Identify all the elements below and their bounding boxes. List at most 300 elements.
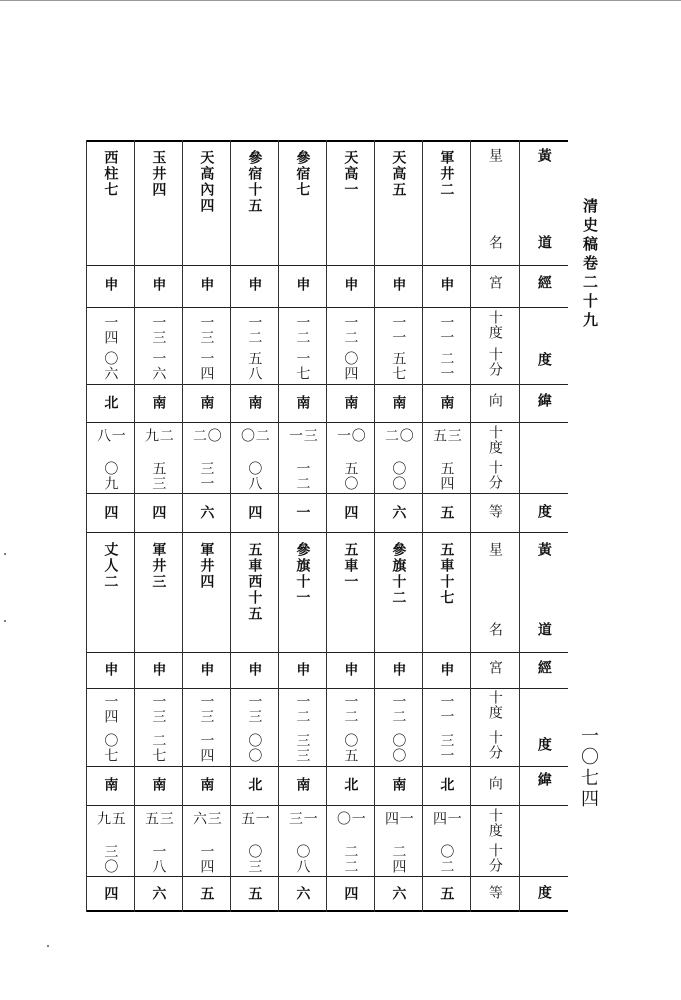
star-lat_deg-cell <box>86 811 134 840</box>
star-name-cell <box>134 542 182 652</box>
star-lat_min-cell-text: 一二 <box>294 461 311 491</box>
star-lat_deg-cell-text: 〇二 <box>191 428 222 443</box>
star-gong-cell-text: 申 <box>198 277 215 292</box>
star-gong-cell-text: 申 <box>390 277 407 292</box>
label-cell-text: 等 <box>486 885 503 900</box>
star-name-cell <box>374 150 422 265</box>
star-deg-cell-text: 一二 <box>246 315 263 345</box>
star-lat_min-cell-text: 一八 <box>150 844 167 874</box>
header-cell <box>519 772 568 802</box>
star-min-cell-text: 〇七 <box>102 733 119 763</box>
star-deg-cell <box>278 315 326 345</box>
star-gong-cell <box>134 662 182 688</box>
label-cell <box>470 843 519 879</box>
star-name-cell-text: 天高五 <box>390 150 407 198</box>
star-min-cell-text: 一六 <box>150 351 167 381</box>
label-cell <box>470 542 519 572</box>
star-lat_deg-cell-text: 一〇 <box>335 811 366 826</box>
star-gong-cell <box>230 277 278 307</box>
header-cell-text: 經 <box>535 660 552 675</box>
star-gong-cell <box>278 277 326 307</box>
star-name-cell <box>182 542 230 652</box>
star-name-cell-text: 軍井三 <box>150 542 167 590</box>
star-lat_deg-cell-text: 一八 <box>95 428 126 443</box>
star-dir-cell-text: 北 <box>438 777 455 792</box>
star-deg-cell <box>374 315 422 345</box>
star-name-cell-text: 軍井四 <box>198 542 215 590</box>
star-lat_min-cell-text: 三一 <box>198 461 215 491</box>
star-dir-cell <box>326 395 374 422</box>
star-name-cell <box>278 542 326 652</box>
star-lat_min-cell <box>278 461 326 493</box>
star-lat_min-cell <box>374 461 422 493</box>
star-name-cell-text: 西柱七 <box>102 150 119 198</box>
star-gong-cell-text: 申 <box>246 277 263 292</box>
star-min-cell-text: 二七 <box>150 733 167 763</box>
star-min-cell <box>278 351 326 384</box>
star-name-cell-text: 參宿七 <box>294 150 311 198</box>
header-cell-text: 度 <box>535 504 552 519</box>
star-lat_min-cell <box>182 461 230 493</box>
star-deg-cell-text: 一三 <box>198 694 215 724</box>
star-mag-cell-text: 六 <box>150 886 167 901</box>
star-mag-cell-text: 六 <box>198 505 215 520</box>
star-deg-cell-text: 一三 <box>246 694 263 724</box>
star-mag-cell-text: 四 <box>246 505 263 520</box>
label-cell-text: 十分 <box>486 460 503 490</box>
header-cell <box>519 393 568 423</box>
star-lat_deg-cell <box>230 428 278 457</box>
star-min-cell-text: 〇五 <box>342 733 359 763</box>
star-lat_min-cell <box>326 461 374 493</box>
label-cell-text: 十度 <box>486 690 503 720</box>
star-name-cell <box>422 542 470 652</box>
star-dir-cell <box>422 395 470 422</box>
star-min-cell-text: 一四 <box>198 733 215 763</box>
star-name-cell <box>326 150 374 265</box>
star-deg-cell <box>422 694 470 727</box>
star-lat_min-cell <box>230 844 278 876</box>
star-name-cell <box>86 150 134 265</box>
star-mag-cell <box>374 886 422 910</box>
label-cell-text: 名 <box>486 622 503 637</box>
star-name-cell-text: 五車十七 <box>438 542 455 606</box>
star-name-cell <box>326 542 374 652</box>
star-dir-cell <box>134 777 182 805</box>
star-lat_deg-cell-text: 〇二 <box>383 428 414 443</box>
star-min-cell <box>422 351 470 384</box>
star-gong-cell <box>422 662 470 688</box>
page-number: 一〇七四 <box>578 726 599 810</box>
star-lat_min-cell-text: 一四 <box>198 844 215 874</box>
star-min-cell <box>374 351 422 384</box>
star-mag-cell <box>326 886 374 910</box>
star-dir-cell <box>374 777 422 805</box>
star-min-cell <box>326 733 374 766</box>
star-lat_deg-cell <box>326 428 374 457</box>
star-mag-cell <box>326 505 374 532</box>
star-lat_min-cell-text: 〇八 <box>294 844 311 874</box>
star-lat_min-cell-text: 二四 <box>390 844 407 874</box>
star-dir-cell <box>374 395 422 422</box>
label-cell <box>470 275 519 305</box>
star-deg-cell-text: 一三 <box>198 315 215 345</box>
scan-speck <box>4 620 6 622</box>
star-dir-cell <box>278 777 326 805</box>
row-rule <box>86 652 568 653</box>
star-deg-cell <box>278 694 326 727</box>
star-gong-cell <box>86 662 134 688</box>
star-dir-cell-text: 南 <box>294 395 311 410</box>
label-cell-text: 宮 <box>486 660 503 675</box>
star-lat_min-cell-text: 五三 <box>150 461 167 491</box>
star-deg-cell-text: 一四 <box>102 694 119 724</box>
star-mag-cell <box>374 505 422 532</box>
star-min-cell-text: 三一 <box>438 733 455 763</box>
label-cell-text: 十分 <box>486 843 503 873</box>
star-dir-cell <box>230 395 278 422</box>
header-cell <box>519 352 568 382</box>
star-lat_deg-cell-text: 五九 <box>95 811 126 826</box>
header-cell <box>519 235 568 265</box>
star-dir-cell-text: 北 <box>102 395 119 410</box>
star-dir-cell-text: 南 <box>150 777 167 792</box>
star-dir-cell-text: 南 <box>390 777 407 792</box>
label-cell <box>470 622 519 652</box>
star-lat_deg-cell-text: 一四 <box>383 811 414 826</box>
star-min-cell-text: 二一 <box>438 351 455 381</box>
star-name-cell <box>182 150 230 265</box>
header-cell-text: 緯 <box>535 393 552 408</box>
star-deg-cell-text: 一二 <box>294 694 311 724</box>
star-dir-cell-text: 南 <box>438 395 455 410</box>
star-mag-cell-text: 五 <box>438 505 455 520</box>
star-deg-cell-text: 一二 <box>294 315 311 345</box>
header-cell-text: 道 <box>535 622 552 637</box>
star-gong-cell <box>86 277 134 307</box>
star-lat_deg-cell-text: 三五 <box>143 811 174 826</box>
star-lat_min-cell <box>182 844 230 876</box>
star-min-cell <box>230 733 278 766</box>
star-deg-cell-text: 一四 <box>102 315 119 345</box>
star-deg-cell <box>326 315 374 345</box>
scan-speck <box>4 553 6 555</box>
star-deg-cell-text: 一三 <box>150 315 167 345</box>
star-name-cell <box>422 150 470 265</box>
label-cell-text: 十分 <box>486 347 503 377</box>
star-dir-cell <box>230 777 278 805</box>
star-mag-cell <box>278 886 326 910</box>
scan-speck <box>47 945 49 947</box>
star-deg-cell <box>230 315 278 345</box>
star-mag-cell <box>182 505 230 532</box>
star-min-cell <box>278 733 326 766</box>
star-lat_deg-cell-text: 一五 <box>239 811 270 826</box>
star-min-cell-text: 五八 <box>246 351 263 381</box>
header-cell <box>519 737 568 767</box>
label-cell <box>470 347 519 383</box>
star-lat_deg-cell <box>230 811 278 840</box>
star-dir-cell <box>278 395 326 422</box>
star-dir-cell <box>182 395 230 422</box>
star-catalog-table <box>86 140 568 912</box>
star-dir-cell <box>326 777 374 805</box>
star-min-cell-text: 一四 <box>198 351 215 381</box>
star-lat_min-cell-text: 五四 <box>438 461 455 491</box>
star-lat_deg-cell <box>422 428 470 457</box>
star-dir-cell-text: 南 <box>198 395 215 410</box>
star-gong-cell-text: 申 <box>102 277 119 292</box>
label-cell-text: 十度 <box>486 310 503 340</box>
star-lat_deg-cell <box>182 811 230 840</box>
star-lat_deg-cell-text: 三五 <box>431 428 462 443</box>
star-lat_min-cell-text: 二二 <box>342 844 359 874</box>
star-min-cell-text: 五七 <box>390 351 407 381</box>
star-lat_min-cell <box>134 844 182 876</box>
header-cell-text: 緯 <box>535 772 552 787</box>
star-mag-cell-text: 四 <box>342 886 359 901</box>
star-name-cell-text: 五車一 <box>342 542 359 590</box>
star-lat_deg-cell <box>326 811 374 840</box>
star-gong-cell-text: 申 <box>342 277 359 292</box>
label-cell-text: 名 <box>486 235 503 250</box>
star-deg-cell <box>374 694 422 727</box>
star-dir-cell-text: 北 <box>342 777 359 792</box>
star-lat_min-cell-text: 〇八 <box>246 461 263 491</box>
star-name-cell-text: 參宿十五 <box>246 150 263 214</box>
star-gong-cell <box>182 277 230 307</box>
star-mag-cell-text: 六 <box>390 886 407 901</box>
label-cell <box>470 690 519 726</box>
star-name-cell-text: 五車西十五 <box>246 542 263 622</box>
star-gong-cell-text: 申 <box>342 662 359 677</box>
star-gong-cell <box>182 662 230 688</box>
star-mag-cell <box>86 886 134 910</box>
star-lat_min-cell <box>326 844 374 876</box>
star-gong-cell <box>374 662 422 688</box>
star-lat_min-cell-text: 三〇 <box>102 844 119 874</box>
star-deg-cell <box>134 315 182 345</box>
star-mag-cell-text: 五 <box>246 886 263 901</box>
star-lat_min-cell <box>422 461 470 493</box>
star-lat_min-cell <box>230 461 278 493</box>
row-rule <box>86 307 568 308</box>
star-gong-cell-text: 申 <box>438 662 455 677</box>
star-dir-cell-text: 南 <box>198 777 215 792</box>
star-deg-cell-text: 一三 <box>150 694 167 724</box>
star-deg-cell-text: 一二 <box>342 315 359 345</box>
star-mag-cell <box>230 505 278 532</box>
star-name-cell <box>134 150 182 265</box>
label-cell-text: 星 <box>486 542 503 557</box>
star-lat_min-cell <box>86 844 134 876</box>
label-cell <box>470 730 519 766</box>
star-min-cell <box>326 351 374 384</box>
star-deg-cell <box>86 694 134 727</box>
star-lat_min-cell <box>374 844 422 876</box>
label-cell-text: 十度 <box>486 425 503 455</box>
label-cell <box>470 310 519 346</box>
star-dir-cell-text: 南 <box>102 777 119 792</box>
table-top-rule <box>86 140 568 142</box>
star-lat_deg-cell <box>134 428 182 457</box>
star-min-cell-text: 〇〇 <box>390 733 407 763</box>
star-gong-cell-text: 申 <box>150 662 167 677</box>
star-gong-cell-text: 申 <box>438 277 455 292</box>
star-mag-cell-text: 六 <box>390 505 407 520</box>
star-dir-cell <box>86 777 134 805</box>
star-mag-cell-text: 四 <box>150 505 167 520</box>
header-cell-text: 道 <box>535 235 552 250</box>
running-head: 清史稿卷二十九 <box>581 198 599 331</box>
star-min-cell <box>374 733 422 766</box>
star-gong-cell-text: 申 <box>294 277 311 292</box>
star-deg-cell <box>182 315 230 345</box>
header-cell <box>519 885 568 915</box>
star-mag-cell-text: 六 <box>294 886 311 901</box>
star-dir-cell-text: 南 <box>390 395 407 410</box>
header-cell <box>519 622 568 652</box>
star-mag-cell <box>230 886 278 910</box>
star-gong-cell <box>422 277 470 307</box>
star-name-cell-text: 軍井二 <box>438 150 455 198</box>
star-mag-cell-text: 五 <box>438 886 455 901</box>
label-cell-text: 等 <box>486 504 503 519</box>
star-lat_deg-cell <box>374 811 422 840</box>
star-gong-cell <box>278 662 326 688</box>
star-lat_min-cell-text: 〇〇 <box>390 461 407 491</box>
star-min-cell <box>182 351 230 384</box>
header-cell <box>519 148 568 178</box>
star-mag-cell-text: 一 <box>294 505 311 520</box>
header-cell <box>519 275 568 305</box>
star-lat_deg-cell <box>374 428 422 457</box>
star-deg-cell <box>86 315 134 345</box>
star-mag-cell <box>86 505 134 532</box>
star-deg-cell-text: 一一 <box>438 315 455 345</box>
star-gong-cell <box>374 277 422 307</box>
star-mag-cell <box>422 505 470 532</box>
star-deg-cell <box>134 694 182 727</box>
star-min-cell-text: 〇〇 <box>246 733 263 763</box>
label-cell <box>470 460 519 496</box>
star-gong-cell-text: 申 <box>150 277 167 292</box>
star-lat_deg-cell-text: 〇一 <box>335 428 366 443</box>
star-min-cell <box>134 733 182 766</box>
star-mag-cell-text: 五 <box>198 886 215 901</box>
star-deg-cell-text: 一二 <box>342 694 359 724</box>
star-lat_deg-cell <box>422 811 470 840</box>
row-rule <box>86 265 568 266</box>
star-lat_deg-cell-text: 二九 <box>143 428 174 443</box>
star-mag-cell <box>182 886 230 910</box>
star-deg-cell <box>422 315 470 345</box>
star-mag-cell <box>422 886 470 910</box>
header-cell-text: 度 <box>535 352 552 367</box>
star-deg-cell <box>326 694 374 727</box>
row-rule <box>86 384 568 385</box>
label-cell-text: 十分 <box>486 730 503 760</box>
star-gong-cell <box>134 277 182 307</box>
star-lat_min-cell <box>86 461 134 493</box>
star-name-cell <box>86 542 134 652</box>
star-name-cell-text: 天高內四 <box>198 150 215 214</box>
star-lat_min-cell <box>278 844 326 876</box>
star-gong-cell <box>326 662 374 688</box>
header-cell <box>519 542 568 572</box>
star-name-cell <box>374 542 422 652</box>
label-cell <box>470 235 519 265</box>
star-dir-cell-text: 北 <box>246 777 263 792</box>
star-deg-cell-text: 一一 <box>390 315 407 345</box>
star-min-cell-text: 〇四 <box>342 351 359 381</box>
star-lat_deg-cell-text: 二〇 <box>239 428 270 443</box>
star-gong-cell <box>326 277 374 307</box>
star-name-cell-text: 參旗十一 <box>294 542 311 606</box>
header-cell-text: 黃 <box>535 542 552 557</box>
star-name-cell <box>230 542 278 652</box>
star-lat_min-cell <box>422 844 470 876</box>
star-min-cell-text: 一七 <box>294 351 311 381</box>
label-cell <box>470 504 519 534</box>
star-mag-cell <box>134 886 182 910</box>
star-min-cell <box>86 351 134 384</box>
star-lat_min-cell-text: 〇三 <box>246 844 263 874</box>
star-name-cell-text: 天高一 <box>342 150 359 198</box>
row-rule <box>86 766 568 767</box>
star-lat_min-cell-text: 〇九 <box>102 461 119 491</box>
star-lat_deg-cell <box>86 428 134 457</box>
star-min-cell <box>230 351 278 384</box>
label-cell <box>470 393 519 423</box>
star-dir-cell <box>86 395 134 422</box>
header-cell-text: 黃 <box>535 148 552 163</box>
star-deg-cell-text: 一二 <box>390 694 407 724</box>
star-dir-cell <box>134 395 182 422</box>
star-gong-cell-text: 申 <box>246 662 263 677</box>
star-mag-cell-text: 四 <box>102 886 119 901</box>
star-dir-cell-text: 南 <box>294 777 311 792</box>
star-lat_deg-cell-text: 三六 <box>191 811 222 826</box>
star-deg-cell <box>230 694 278 727</box>
label-cell <box>470 776 519 806</box>
star-min-cell <box>86 733 134 766</box>
star-dir-cell <box>422 777 470 805</box>
star-dir-cell <box>182 777 230 805</box>
star-min-cell-text: 〇六 <box>102 351 119 381</box>
header-cell <box>519 504 568 534</box>
label-cell-text: 向 <box>486 393 503 408</box>
star-dir-cell-text: 南 <box>246 395 263 410</box>
star-lat_deg-cell <box>278 811 326 840</box>
header-cell <box>519 660 568 690</box>
star-mag-cell-text: 四 <box>102 505 119 520</box>
star-lat_deg-cell-text: 一三 <box>287 811 318 826</box>
star-mag-cell <box>278 505 326 532</box>
label-cell <box>470 885 519 915</box>
star-lat_min-cell <box>134 461 182 493</box>
label-cell <box>470 808 519 844</box>
page-top-border <box>0 0 681 1</box>
star-min-cell <box>182 733 230 766</box>
star-deg-cell <box>182 694 230 727</box>
label-cell-text: 星 <box>486 148 503 163</box>
star-mag-cell <box>134 505 182 532</box>
star-name-cell-text: 丈人二 <box>102 542 119 590</box>
star-dir-cell-text: 南 <box>342 395 359 410</box>
header-cell-text: 度 <box>535 885 552 900</box>
star-name-cell <box>278 150 326 265</box>
